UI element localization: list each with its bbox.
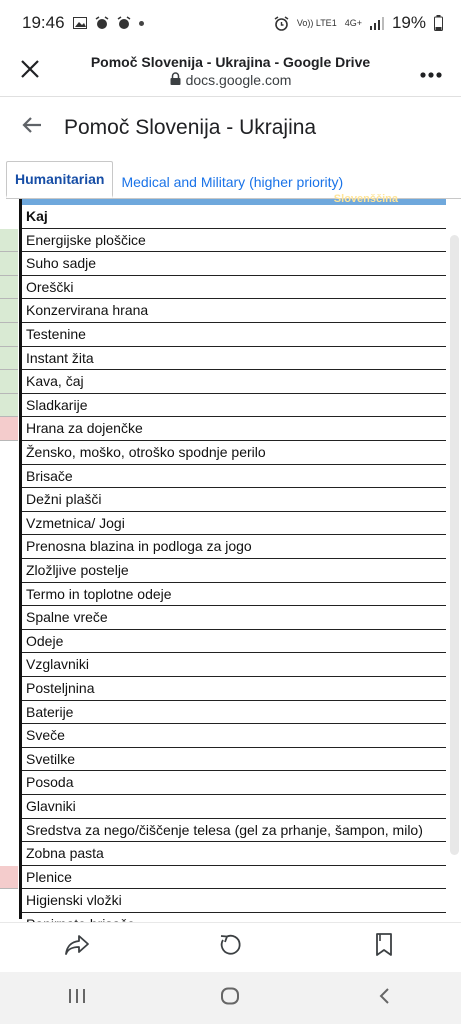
table-row[interactable]: Konzervirana hrana (22, 299, 446, 323)
status-time: 19:46 (22, 13, 65, 32)
table-row[interactable]: Vzglavniki (22, 653, 446, 677)
tab-medical-military[interactable]: Medical and Military (higher priority) (121, 174, 344, 190)
browser-toolbar (0, 46, 461, 96)
table-row[interactable]: Svetilke (22, 748, 446, 772)
table-row[interactable]: Prenosna blazina in podloga za jogo (22, 535, 446, 559)
url-text: docs.google.com (185, 72, 292, 88)
signal-icon (370, 17, 384, 30)
table-row[interactable]: Sredstva za nego/čiščenje telesa (gel za prhanje, šampon, milo) (22, 819, 446, 843)
alarm-clock-icon (274, 16, 289, 31)
table-row[interactable]: Brisače (22, 465, 446, 489)
network-type: 4G+ (344, 17, 362, 28)
more-vert-icon (420, 58, 442, 84)
more-options-button[interactable] (401, 46, 461, 96)
status-right (274, 13, 443, 33)
table-row[interactable]: Higienski vložki (22, 889, 446, 913)
table-row[interactable]: Kava, čaj (22, 370, 446, 394)
home-button[interactable] (200, 974, 260, 1022)
row-priority-marker[interactable] (0, 866, 18, 890)
table-row[interactable]: Testenine (22, 323, 446, 347)
back-button[interactable] (0, 97, 64, 159)
browser-page-title: Pomoč Slovenija - Ukrajina - Google Drive (90, 54, 371, 70)
arrow-back-icon (22, 116, 42, 139)
row-priority-marker[interactable] (0, 229, 18, 253)
network-label: Vo)) LTE1 (296, 17, 337, 28)
bottom-toolbar (0, 922, 461, 972)
row-priority-marker[interactable] (0, 417, 18, 441)
table-row[interactable]: Sladkarije (22, 394, 446, 418)
table-row[interactable]: Vzmetnica/ Jogi (22, 512, 446, 536)
row-priority-marker[interactable] (0, 252, 18, 276)
table-row[interactable]: Baterije (22, 701, 446, 725)
spreadsheet-grid[interactable] (0, 193, 446, 919)
column-header-kaj[interactable]: Kaj (22, 205, 446, 229)
table-row[interactable]: Oreščki (22, 276, 446, 300)
row-priority-marker[interactable] (0, 299, 18, 323)
table-row[interactable]: Hrana za dojenčke (22, 417, 446, 441)
table-row[interactable]: Energijske ploščice (22, 229, 446, 253)
bookmark-button[interactable] (354, 924, 414, 972)
system-nav-bar (0, 972, 461, 1024)
table-row[interactable]: Sveče (22, 724, 446, 748)
table-row[interactable]: Plenice (22, 866, 446, 890)
share-button[interactable] (47, 924, 107, 972)
document-title: Pomoč Slovenija - Ukrajina (64, 115, 317, 139)
table-row[interactable]: Termo in toplotne odeje (22, 583, 446, 607)
battery-icon (434, 15, 443, 31)
table-row[interactable]: Zložljive postelje (22, 559, 446, 583)
table-row[interactable]: Glavniki (22, 795, 446, 819)
recent-apps-icon (68, 988, 86, 1009)
status-bar (0, 0, 461, 46)
table-row[interactable]: Suho sadje (22, 252, 446, 276)
refresh-icon (218, 933, 242, 962)
share-icon (64, 934, 90, 961)
alarm-icon (117, 16, 131, 30)
system-back-button[interactable] (354, 974, 414, 1022)
tab-humanitarian[interactable]: Humanitarian (6, 161, 113, 198)
row-priority-marker[interactable] (0, 347, 18, 371)
table-row[interactable]: Posteljnina (22, 677, 446, 701)
home-icon (220, 987, 240, 1010)
battery-level: 19% (391, 13, 426, 32)
row-priority-marker[interactable] (0, 394, 18, 418)
table-row[interactable]: Zobna pasta (22, 842, 446, 866)
notification-dot-icon (139, 21, 144, 26)
row-priority-marker[interactable] (0, 323, 18, 347)
strip-partial-text: Slovenščina (333, 193, 398, 205)
close-icon (20, 59, 40, 84)
doc-header (0, 96, 461, 158)
status-left (22, 13, 144, 33)
table-row[interactable]: Posoda (22, 771, 446, 795)
browser-title-area[interactable] (60, 54, 401, 88)
table-row[interactable]: Odeje (22, 630, 446, 654)
bookmark-icon (375, 933, 393, 962)
close-tab-button[interactable] (0, 46, 60, 96)
table-row[interactable]: Žensko, moško, otroško spodnje perilo (22, 441, 446, 465)
table-row[interactable]: Dežni plašči (22, 488, 446, 512)
scrollbar[interactable] (450, 235, 459, 855)
refresh-button[interactable] (200, 924, 260, 972)
recent-apps-button[interactable] (47, 974, 107, 1022)
row-priority-marker[interactable] (0, 276, 18, 300)
alarm-icon (95, 16, 109, 30)
browser-url (60, 72, 401, 88)
chevron-left-icon (378, 987, 390, 1010)
table-row[interactable]: Instant žita (22, 347, 446, 371)
gallery-icon (73, 17, 87, 29)
lock-icon (170, 72, 181, 88)
row-priority-marker[interactable] (0, 370, 18, 394)
table-row[interactable]: Spalne vreče (22, 606, 446, 630)
